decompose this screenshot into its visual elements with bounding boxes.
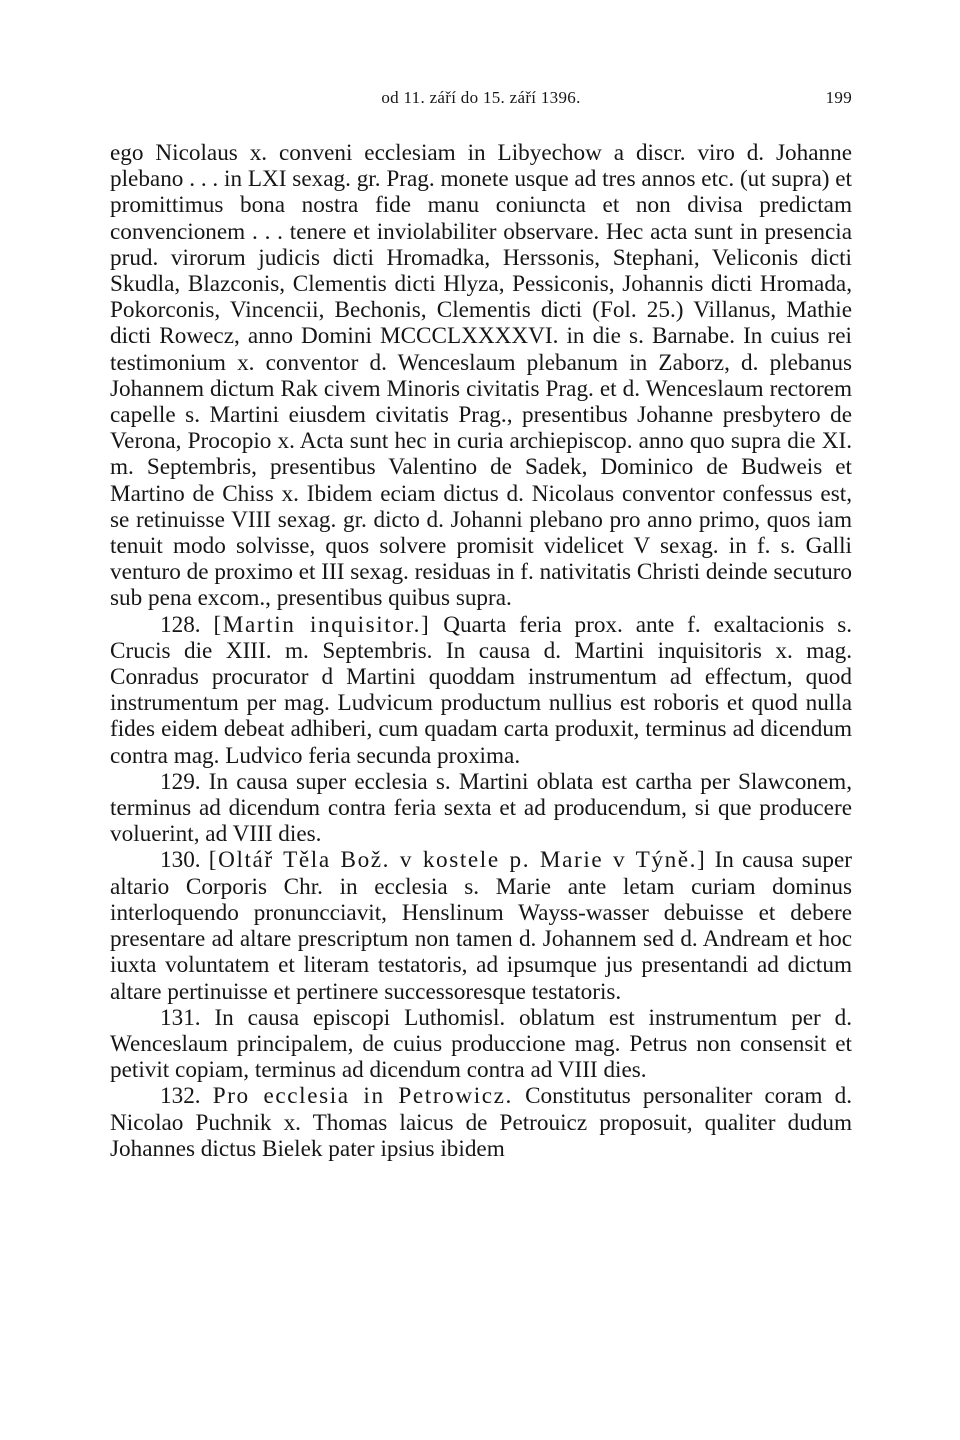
paragraph-continuation xyxy=(110,140,852,612)
running-title: od 11. září do 15. září 1396. xyxy=(381,88,581,107)
entry-text: Quarta feria prox. ante f. exaltacionis s. Crucis die XIII. m. Septembris. In causa d. Martini inquisitoris x. mag. Conradus procurator d Martini quoddam instrumentum ad effectum, quod instrumentum per mag. Ludvicum productum nullius est roboris et quod nulla fides eidem debeat adhiberi, cum quadam carta produxit, terminus ad dicendum contra mag. Ludvico feria secunda proxima. xyxy=(110,611,853,769)
entry-number: 131. xyxy=(160,1004,201,1031)
entry-heading: [Oltář Těla Bož. v kostele p. Marie v Týně.] xyxy=(208,847,707,874)
entry-heading: Pro ecclesia in Petrowicz. xyxy=(212,1083,513,1110)
text-block xyxy=(110,140,852,1162)
entry-text: In causa episcopi Luthomisl. oblatum est instrumentum per d. Wenceslaum principalem, de cuius produccione mag. Petrus non consensit et petivit copiam, terminus ad dicendum contra ad VIII dies. xyxy=(110,1004,852,1084)
entry-131 xyxy=(110,1005,852,1084)
entry-130 xyxy=(110,847,852,1004)
entry-number: 129. xyxy=(160,768,201,795)
entry-heading: [Martin inquisitor.] xyxy=(213,611,431,638)
entry-text: Constitutus personaliter coram d. Nicolao Puchnik x. Thomas laicus de Petrouicz proposuit, qualiter dudum Johannes dictus Bielek pater ipsius ibidem xyxy=(110,1083,852,1162)
entry-text: In causa super altario Corporis Chr. in ecclesia s. Marie ante letam curiam dominus interloquendo pronuncciavit, Henslinum Wayss-wasser debuisse et debere presentare ad altare prescriptum non tamen d. Johannem sed d. Andream et hoc iuxta voluntatem et literam testatoris, ad ipsumque jus presentandi ad dictum altare pertinuisse et pertinere successoresque testatoris. xyxy=(110,847,852,1005)
entry-number: 130. xyxy=(160,847,201,874)
entry-number: 132. xyxy=(160,1083,201,1110)
entry-number: 128. xyxy=(160,611,201,638)
entry-129 xyxy=(110,769,852,848)
entry-132 xyxy=(110,1083,852,1162)
page-number: 199 xyxy=(825,88,852,107)
running-head xyxy=(110,88,852,114)
entry-128 xyxy=(110,612,852,769)
entry-text: In causa super ecclesia s. Martini oblata est cartha per Slawconem, terminus ad dicendum contra feria sexta et ad producendum, si que producere voluerint, ad VIII dies. xyxy=(110,768,853,848)
paragraph-text: ego Nicolaus x. conveni ecclesiam in Libyechow a discr. viro d. Johanne plebano . . . in LXI sexag. gr. Prag. monete usque ad tres annos etc. (ut supra) et promittimus bona nostra fide manu coniuncta et non divisa predictam convencionem . . . tenere et inviolabiliter observare. Hec acta sunt in presencia prud. virorum judicis dicti Hromadka, Herssonis, Stephani, Veliconis dicti Skudla, Blazconis, Clementis dicti Hlyza, Pessiconis, Johannis dicti Hromada, Pokorconis, Vincencii, Bechonis, Clementis dicti (Fol. 25.) Villanus, Mathie dicti Rowecz, anno Domini MCCCLXXXXVI. in die s. Barnabe. In cuius rei testimonium x. conventor d. Wenceslaum plebanum in Zaborz, d. plebanus Johannem dictum Rak civem Minoris civitatis Prag. et d. Wenceslaum rectorem capelle s. Martini eiusdem civitatis Prag., presentibus Johanne presbytero de Verona, Procopio x. Acta sunt hec in curia archiepiscop. anno quo supra die XI. m. Septembris, presentibus Valentino de Sadek, Dominico de Budweis et Martino de Chiss x. Ibidem eciam dictus d. Nicolaus conventor confessus est, se retinuisse VIII sexag. gr. dicto d. Johanni plebano pro anno primo, quos iam tenuit modo solvisse, quos solvere promisit videlicet V sexag. in f. s. Galli venturo de proximo et III sexag. residuas in f. nativitatis Christi deinde secuturo sub pena excom., presentibus quibus supra. xyxy=(110,140,852,612)
